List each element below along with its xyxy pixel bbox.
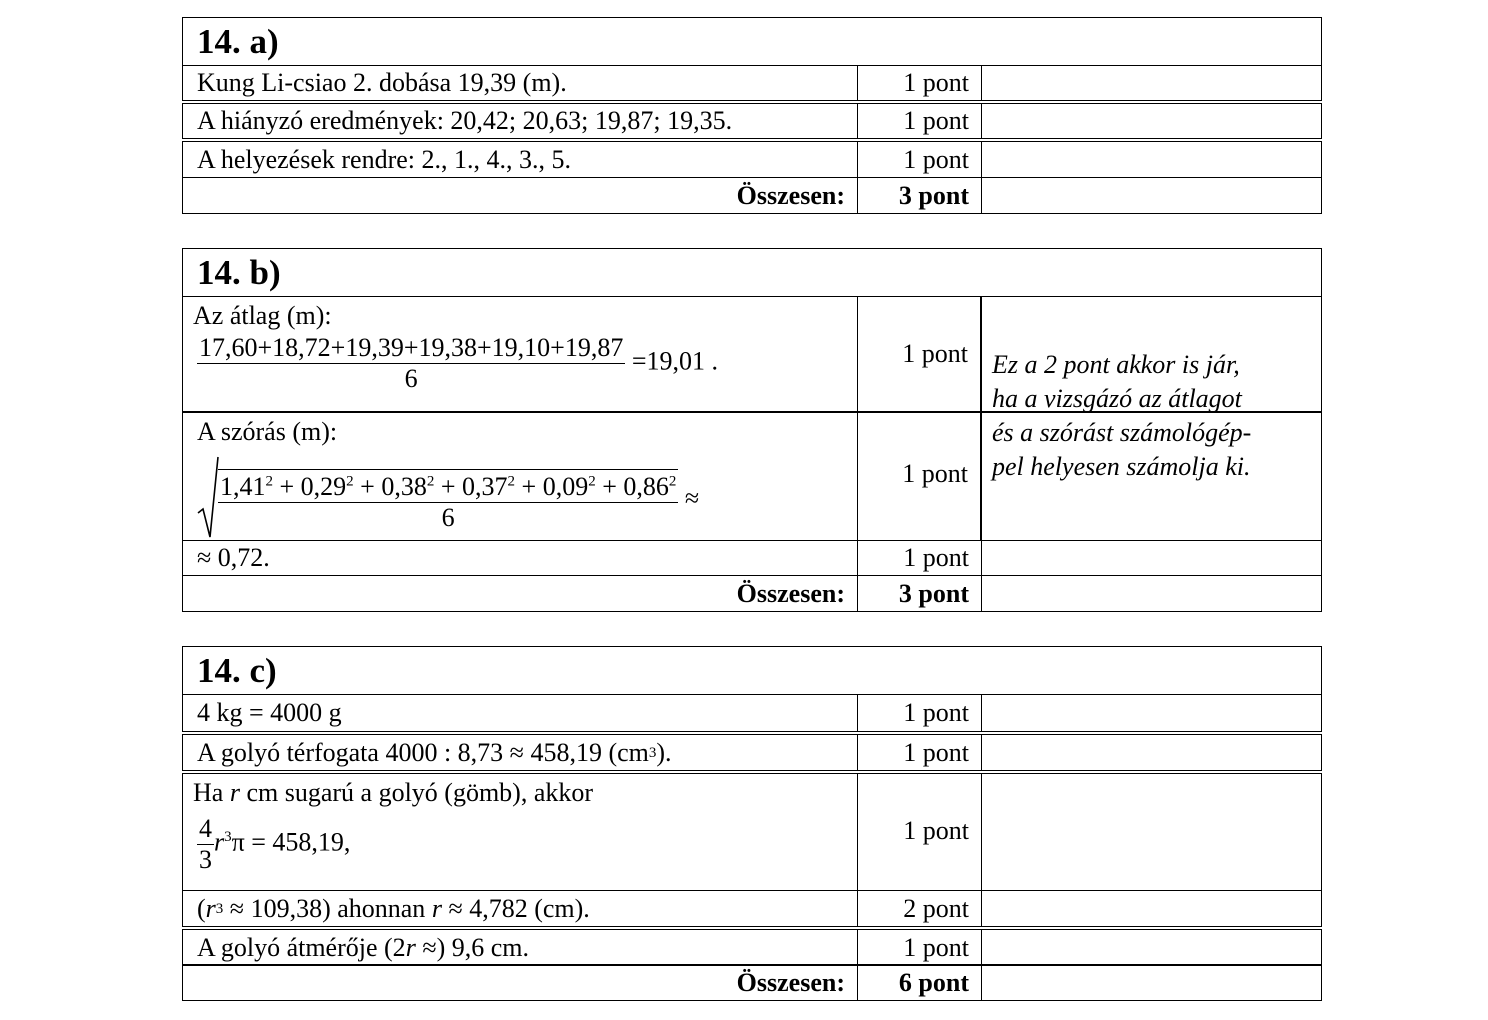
sd-approx: ≈ (684, 483, 700, 513)
note-line: és a szórást számológép- (992, 418, 1252, 447)
sd-term: 1,41 (220, 471, 266, 501)
sd-term: 0,86 (623, 471, 669, 501)
sd-exp: 2 (588, 472, 596, 489)
score-row (182, 141, 1322, 178)
score-row (182, 103, 1322, 139)
sd-numerator (218, 472, 678, 503)
text-part: ( (197, 893, 206, 923)
sd-cell (183, 413, 857, 540)
row-text: 4 kg = 4000 g (197, 698, 342, 727)
section-title-text: 14. b) (197, 253, 281, 292)
note-line: ha a vizsgázó az átlagot (992, 384, 1242, 413)
var-r: r (214, 827, 225, 857)
sd-exp: 2 (426, 472, 435, 489)
row-note (981, 735, 1323, 770)
total-label: Összesen: (736, 578, 845, 608)
mean-label: Az átlag (m): (193, 301, 332, 330)
row-text: ≈ 0,72. (197, 543, 270, 572)
row-note (981, 541, 1323, 575)
section-title-text: 14. a) (197, 22, 279, 61)
note-line: Ez a 2 pont akkor is jár, (992, 350, 1240, 379)
sphere-formula (183, 814, 350, 875)
sd-label: A szórás (m): (197, 417, 338, 446)
plus: + (602, 471, 617, 501)
row-points: 1 pont (857, 774, 981, 890)
total-note (981, 576, 1323, 611)
section-title (182, 17, 1322, 66)
row-note (981, 891, 1323, 926)
text-part: A golyó átmérője (2 (197, 932, 406, 962)
total-points: 6 pont (857, 965, 981, 1000)
score-row (182, 890, 1322, 927)
total-note (981, 965, 1323, 1000)
section-14b (182, 248, 1322, 612)
sd-exp: 2 (507, 472, 516, 489)
text-part: ≈ 109,38) ahonnan (223, 893, 432, 923)
total-points: 3 pont (857, 576, 981, 611)
row-points: 1 pont (857, 66, 981, 100)
row-note (981, 104, 1323, 138)
mean-numerator: 17,60+18,72+19,39+19,38+19,10+19,87 (199, 333, 624, 362)
sphere-cell (183, 774, 857, 890)
frac-den: 3 (199, 845, 212, 874)
score-row (182, 65, 1322, 101)
section-title-text: 14. c) (197, 651, 277, 690)
var-r: r (205, 893, 216, 923)
row-text: ( r 3 ≈ 109,38) ahonnan r ≈ 4,782 (cm). (197, 893, 590, 923)
row-points: 1 pont (857, 142, 981, 177)
volume-text: A golyó térfogata 4000 : 8,73 ≈ 458,19 (cm (197, 737, 649, 767)
section-title (182, 248, 1322, 297)
sd-exp: 2 (668, 472, 677, 489)
sd-denominator: 6 (441, 502, 455, 532)
row-points: 1 pont (857, 695, 981, 731)
text-part: ≈ 4,782 (cm). (441, 893, 590, 923)
mean-cell (183, 297, 857, 411)
row-note (981, 930, 1323, 965)
total-row (182, 964, 1322, 1001)
var-r: r (431, 893, 442, 923)
row-note (981, 142, 1323, 177)
total-row (182, 575, 1322, 612)
score-row (182, 734, 1322, 771)
row-points: 1 pont (857, 104, 981, 138)
mean-formula (183, 333, 718, 394)
frac-num: 4 (199, 814, 212, 843)
sd-term: 0,29 (300, 471, 347, 501)
text-part: Ha (193, 778, 230, 807)
sd-exp: 2 (346, 472, 354, 489)
row-text (183, 930, 857, 965)
row-text: Kung Li-csiao 2. dobása 19,39 (m). (197, 68, 567, 97)
score-row (182, 773, 1322, 891)
row-note (981, 66, 1323, 100)
sphere-intro (179, 778, 593, 808)
text-part: ≈) 9,6 cm. (415, 932, 530, 962)
exp: 3 (224, 828, 232, 845)
mean-result: =19,01 . (631, 346, 718, 376)
score-row (182, 929, 1322, 966)
row-points: 1 pont (857, 735, 981, 770)
var-r: r (405, 932, 416, 962)
score-row (182, 540, 1322, 576)
total-note (981, 178, 1323, 213)
sd-term: 0,37 (462, 471, 508, 501)
sd-formula (183, 455, 699, 546)
plus: + (360, 471, 375, 501)
plus: + (521, 471, 537, 501)
score-row (182, 694, 1322, 732)
sd-term: 0,09 (542, 471, 589, 501)
total-row (182, 177, 1322, 214)
row-text: A hiányzó eredmények: 20,42; 20,63; 19,87; 19,35. (197, 106, 733, 135)
row-text: A golyó térfogata 4000 : 8,73 ≈ 458,19 (cm 3 ). (197, 737, 672, 767)
row-note (981, 774, 1323, 890)
sd-points: 1 pont (857, 413, 981, 540)
section-14a (182, 17, 1322, 214)
text-part: π = 458,19, (231, 827, 351, 857)
section-title (182, 646, 1322, 695)
note-line: pel helyesen számolja ki. (992, 452, 1251, 481)
row-points: 1 pont (857, 541, 981, 575)
row-note (981, 695, 1323, 731)
text-part: cm sugarú a golyó (gömb), akkor (239, 778, 594, 807)
plus: + (440, 471, 456, 501)
mean-points: 1 pont (857, 297, 981, 411)
section-14c (182, 646, 1322, 1001)
row-text: A helyezések rendre: 2., 1., 4., 3., 5. (197, 144, 572, 174)
note-text (992, 348, 1251, 484)
total-label: Összesen: (736, 180, 845, 210)
row-points: 2 pont (857, 891, 981, 926)
sd-term: 0,38 (381, 471, 427, 501)
four-thirds (197, 814, 214, 875)
mean-fraction (197, 333, 625, 394)
sd-fraction (218, 469, 678, 533)
total-points: 3 pont (857, 178, 981, 213)
mean-denominator: 6 (404, 364, 418, 393)
row-points: 1 pont (857, 930, 981, 965)
sqrt-sign (197, 455, 219, 546)
total-label: Összesen: (736, 967, 845, 997)
var-r: r (229, 778, 240, 807)
plus: + (279, 471, 295, 501)
sd-exp: 2 (265, 472, 273, 489)
volume-end: ). (656, 737, 672, 767)
